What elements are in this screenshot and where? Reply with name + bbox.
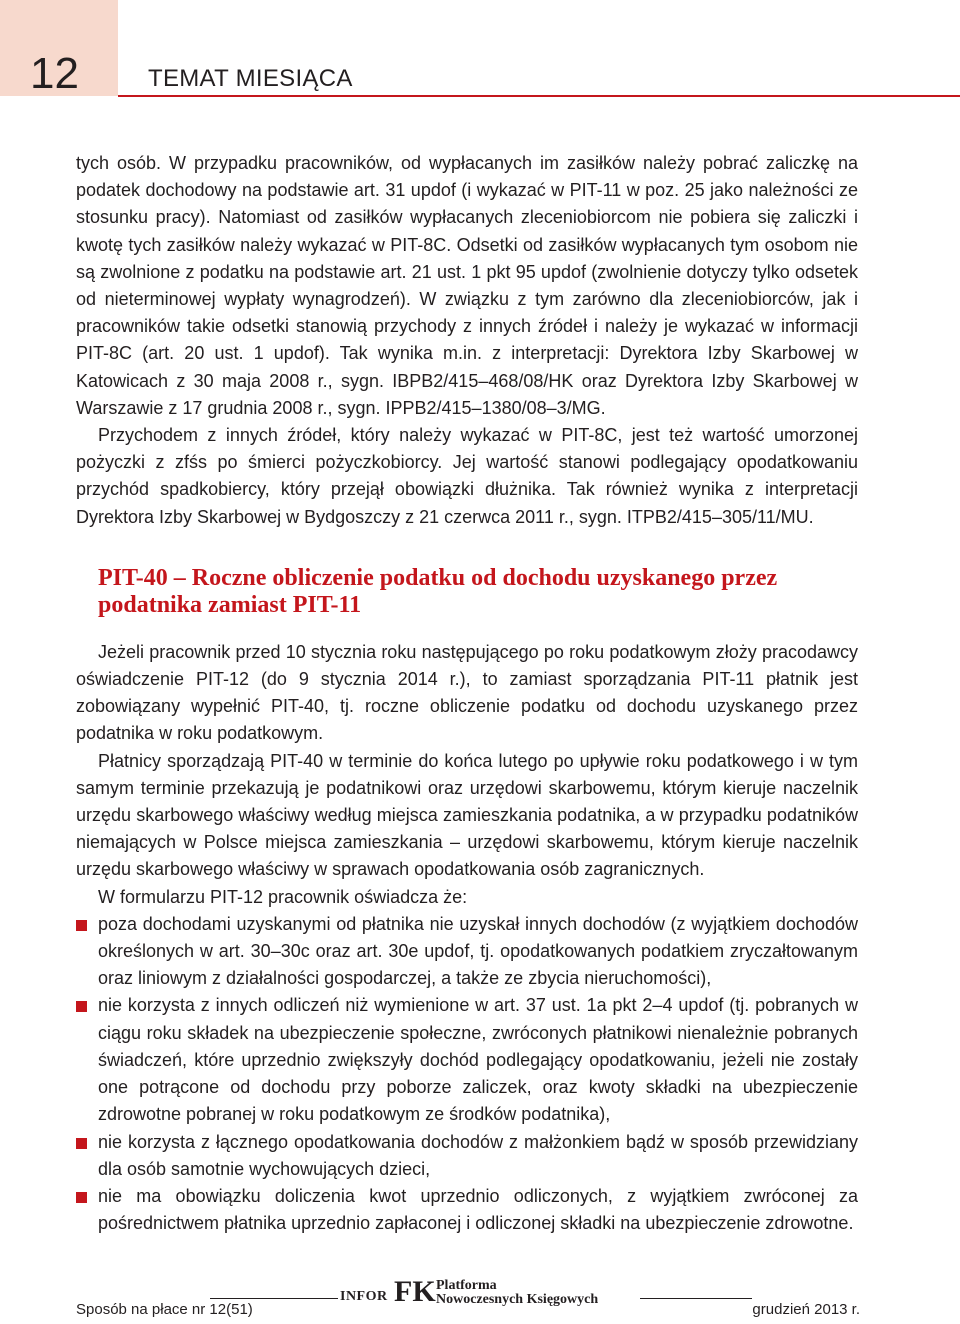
section-heading: PIT-40 – Roczne obliczenie podatku od dochodu uzyskanego przez podatnika zamiast PIT-11 [98, 564, 778, 618]
logo-name [436, 1279, 598, 1307]
logo-infor-text: INFOR [340, 1289, 388, 1304]
list-item-text: nie ma obowiązku doliczenia kwot uprzednio odliczonych, z wyjątkiem zwróconej za pośrednictwem płatnika uprzednio zapłaconej i odliczonej składki na ubezpieczenie zdrowotne. [98, 1185, 858, 1234]
list-item-text: poza dochodami uzyskanymi od płatnika nie uzyskał innych dochodów (z wyjątkiem dochodów określonych w art. 30–30c oraz art. 30e updof, tj. opodatkowanych podatkiem zryczałtowanym oraz liniowym z działalności gospodarczej, a także ze zbycia nieruchomości), [98, 913, 858, 989]
paragraph-4: Płatnicy sporządzają PIT-40 w terminie do końca lutego po upływie roku podatkowego i w tym samym terminie przekazują je podatnikowi oraz urzędowi skarbowemu, którym kieruje naczelnik urzędu skarbowego właściwy według miejsca zamieszkania podatnika, a w przypadku podatników niemających w Polsce miejsca zamieszkania – urzędowi skarbowemu, którym kieruje naczelnik urzędu skarbowego właściwy w sprawach opodatkowania osób zagranicznych. [76, 750, 858, 880]
publisher-logo [340, 1275, 640, 1308]
list-item [76, 992, 858, 1128]
paragraph-1: tych osób. W przypadku pracowników, od wypłacanych im zasiłków należy pobrać zaliczkę na podatek dochodowy na podstawie art. 31 updof (i wykazać w PIT-11 w poz. 25 jako należności ze stosunku pracy). Natomiast od zasiłków wypłacanych zleceniobiorcom nie pobiera się zaliczki i kwotę tych zasiłków należy wykazać w PIT-8C. Odsetki od zasiłków wypłacanych tym osobom nie są zwolnione z podatku na podstawie art. 21 ust. 1 pkt 95 updof (zwolnienie dotyczy tylko odsetek od nieterminowej wypłaty wynagrodzeń). W związku z tym zarówno dla zleceniobiorców, jak i pracowników takie odsetki stanowią przychody z innych źródeł i należy je wykazać w informacji PIT-8C (art. 20 ust. 1 updof). Tak wynika m.in. z interpretacji: Dyrektora Izby Skarbowej w Katowicach z 30 maja 2008 r., sygn. IBPB2/415–468/08/HK oraz Dyrektora Izby Skarbowej w Warszawie z 17 grudnia 2008 r., sygn. IPPB2/415–1380/08–3/MG. [76, 153, 858, 418]
logo-line-1: Platforma [436, 1278, 497, 1293]
logo-line-2: Nowoczesnych Księgowych [436, 1292, 599, 1307]
square-bullet-icon [76, 1192, 87, 1203]
article-body [76, 150, 858, 1237]
paragraph-5: W formularzu PIT-12 pracownik oświadcza że: [98, 886, 468, 907]
square-bullet-icon [76, 1138, 87, 1149]
list-item-text: nie korzysta z innych odliczeń niż wymienione w art. 37 ust. 1a pkt 2–4 updof (tj. pobranych w ciągu roku składek na ubezpieczenie społeczne, zwróconych płatnikowi nienależnie pobranych świadczeń, które uprzednio zwiększyły dochód podlegający opodatkowaniu, jeżeli nie zostały one potrącone od dochodu przy poborze zaliczek, oraz kwoty składki na ubezpieczenie zdrowotne pobranej w roku podatkowym ze środków podatnika), [98, 995, 858, 1125]
list-item [76, 1129, 858, 1183]
footer-rule-right [640, 1298, 752, 1299]
square-bullet-icon [76, 1001, 87, 1012]
header-rule [118, 95, 960, 97]
page-number: 12 [30, 49, 79, 98]
list-item-text: nie korzysta z łącznego opodatkowania dochodów z małżonkiem bądź w sposób przewidziany dla osób samotnie wychowujących dzieci, [98, 1131, 858, 1179]
section-title: TEMAT MIESIĄCA [148, 65, 353, 92]
list-item [76, 911, 858, 993]
declaration-list [76, 911, 858, 1237]
paragraph-3: Jeżeli pracownik przed 10 stycznia roku następującego po roku podatkowym złoży pracodawcy oświadczenie PIT-12 (do 9 stycznia 2014 r.), to zamiast sporządzania PIT-11 płatnik jest zobowiązany wypełnić PIT-40, tj. roczne obliczenie podatku od dochodu uzyskanego przez podatnika w roku podatkowym. [76, 641, 858, 744]
footer-date: grudzień 2013 r. [752, 1301, 860, 1318]
list-item [76, 1183, 858, 1237]
square-bullet-icon [76, 920, 87, 931]
logo-fk-mark: FK [394, 1275, 436, 1308]
paragraph-2: Przychodem z innych źródeł, który należy wykazać w PIT-8C, jest też wartość umorzonej pożyczki z zfśs po śmierci pożyczkobiorcy. Jej wartość stanowi podlegający opodatkowaniu przychód spadkobiercy, który przejął obowiązki dłużnika. Tak również wynika z interpretacji Dyrektora Izby Skarbowej w Bydgoszczy z 21 czerwca 2011 r., sygn. ITPB2/415–305/11/MU. [76, 425, 858, 527]
footer-publication: Sposób na płace nr 12(51) [76, 1301, 253, 1318]
footer-rule-left [210, 1298, 338, 1299]
